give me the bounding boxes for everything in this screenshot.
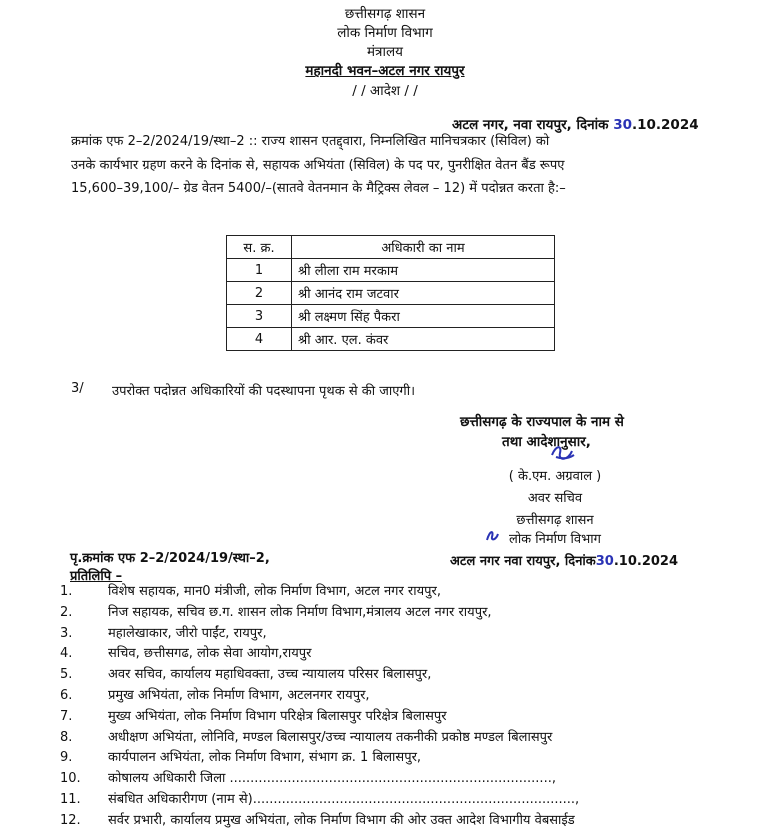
cell-name: श्री आनंद राम जटवार <box>292 282 555 305</box>
col-header-sno: स. क्र. <box>227 236 292 259</box>
order-body-line: क्रमांक एफ 2–2/2024/19/स्था–2 :: राज्य शासन एतद्द्वारा, निम्नलिखित मानिचत्रकार (सिविल) को <box>71 134 550 149</box>
endorsement-date-day: 30 <box>595 554 614 569</box>
list-item <box>60 603 579 624</box>
list-item-text: मुख्य अभियंता, लोक निर्माण विभाग परिक्षेत्र बिलासपुर परिक्षेत्र बिलासपुर <box>108 708 447 724</box>
signature-scribble-icon <box>548 441 578 465</box>
cell-name: श्री आर. एल. कंवर <box>292 328 555 351</box>
list-item-text: कार्यपालन अभियंता, लोक निर्माण विभाग, संभाग क्र. 1 बिलासपुर, <box>108 750 422 766</box>
signatory-dept: लोक निर्माण विभाग <box>509 532 601 547</box>
signature-order: तथा आदेशानुसार, <box>502 434 591 450</box>
endorsement-number: पृ.क्रमांक एफ 2–2/2024/19/स्था–2, <box>70 551 270 566</box>
list-item-text: अधीक्षण अभियंता, लोनिवि, मण्डल बिलासपुर/उच्च न्यायालय तकनीकी प्रकोष्ठ मण्डल बिलासपुर <box>108 729 553 745</box>
list-item-number: 6. <box>60 687 73 703</box>
clause-number: 3/ <box>71 381 84 396</box>
list-item-number: 2. <box>60 604 73 620</box>
list-item <box>60 769 579 790</box>
table-header-row <box>227 236 555 259</box>
col-header-name: अधिकारी का नाम <box>292 236 555 259</box>
signatory-designation: अवर सचिव <box>527 491 583 506</box>
list-item <box>60 707 579 728</box>
list-item-number: 3. <box>60 625 73 641</box>
order-title: / / आदेश / / <box>352 83 418 99</box>
table-row <box>227 328 555 351</box>
list-item <box>60 582 579 603</box>
list-item-number: 5. <box>60 667 73 683</box>
signatory-org: छत्तीसगढ़ शासन <box>516 513 594 528</box>
cell-sno: 3 <box>227 305 292 328</box>
department-heading: लोक निर्माण विभाग <box>337 25 433 41</box>
list-item-number: 11. <box>60 791 81 807</box>
cell-sno: 2 <box>227 282 292 305</box>
list-item <box>60 728 579 749</box>
endorsement-date <box>450 551 678 569</box>
cell-name: श्री लीला राम मरकाम <box>292 259 555 282</box>
list-item <box>60 644 579 665</box>
endorsement-date-rest: .10.2024 <box>613 554 679 569</box>
table-row <box>227 282 555 305</box>
list-item <box>60 665 579 686</box>
govt-heading: छत्तीसगढ़ शासन <box>344 6 426 22</box>
list-item-text: निज सहायक, सचिव छ.ग. शासन लोक निर्माण विभाग,मंत्रालय अटल नगर रायपुर, <box>108 604 492 620</box>
order-date-rest: .10.2024 <box>632 117 699 133</box>
list-item-text: प्रमुख अभियंता, लोक निर्माण विभाग, अटलनगर रायपुर, <box>108 687 370 703</box>
address-heading: महानदी भवन–अटल नगर रायपुर <box>305 63 465 79</box>
signatory-name: ( के.एम. अग्रवाल ) <box>508 469 602 484</box>
list-item-text: अवर सचिव, कार्यालय महाधिवक्ता, उच्च न्यायालय परिसर बिलासपुर, <box>108 667 432 683</box>
list-item-text: महालेखाकार, जीरो पाईंट, रायपुर, <box>108 625 267 641</box>
order-body-line: 15,600–39,100/– ग्रेड वेतन 5400/–(सातवे वेतनमान के मैट्रिक्स लेवल – 12) में पदोन्नत करता है:– <box>71 181 566 196</box>
list-item-text: सर्वर प्रभारी, कार्यालय प्रमुख अभियंता, लोक निर्माण विभाग की ओर उक्त आदेश विभागीय वेबसाईड <box>108 812 575 828</box>
clause-text: उपरोक्त पदोन्नत अधिकारियों की पदस्थापना पृथक से की जाएगी। <box>112 384 416 399</box>
order-date-day: 30 <box>613 117 632 133</box>
list-item-number: 10. <box>60 771 81 787</box>
list-item-text: विशेष सहायक, मान0 मंत्रीजी, लोक निर्माण विभाग, अटल नगर रायपुर, <box>108 584 441 599</box>
copy-list <box>60 582 579 832</box>
list-item <box>60 790 579 811</box>
list-item-number: 8. <box>60 729 73 745</box>
list-item <box>60 686 579 707</box>
list-item <box>60 811 579 832</box>
cell-name: श्री लक्ष्मण सिंह पैकरा <box>292 305 555 328</box>
list-item <box>60 748 579 769</box>
initials-mark-icon <box>484 528 500 544</box>
table-row <box>227 259 555 282</box>
list-item-text: सचिव, छत्तीसगढ, लोक सेवा आयोग,रायपुर <box>108 646 312 662</box>
list-item-text: संबधित अधिकारीगण (नाम से).............................................................................., <box>108 791 580 807</box>
list-item-number: 9. <box>60 750 73 766</box>
list-item-number: 1. <box>60 584 73 599</box>
list-item <box>60 624 579 645</box>
ministry-heading: मंत्रालय <box>366 44 403 60</box>
signature-authority: छत्तीसगढ़ के राज्यपाल के नाम से <box>460 414 624 430</box>
cell-sno: 1 <box>227 259 292 282</box>
list-item-text: कोषालय अधिकारी जिला .............................................................................., <box>108 771 556 787</box>
list-item-number: 4. <box>60 646 73 662</box>
list-item-number: 12. <box>60 812 81 828</box>
order-body <box>71 130 715 201</box>
list-item-number: 7. <box>60 708 73 724</box>
endorsement-date-prefix: अटल नगर नवा रायपुर, दिनांक <box>450 554 596 569</box>
order-body-line: उनके कार्यभार ग्रहण करने के दिनांक से, सहायक अभियंता (सिविल) के पद पर, पुनरीक्षित वेतन बैंड रूपए <box>71 157 565 173</box>
copy-label-text: प्रतिलिपि – <box>70 569 123 584</box>
order-date-prefix: अटल नगर, नवा रायपुर, दिनांक <box>452 117 614 133</box>
cell-sno: 4 <box>227 328 292 351</box>
officers-table <box>226 235 555 351</box>
table-row <box>227 305 555 328</box>
